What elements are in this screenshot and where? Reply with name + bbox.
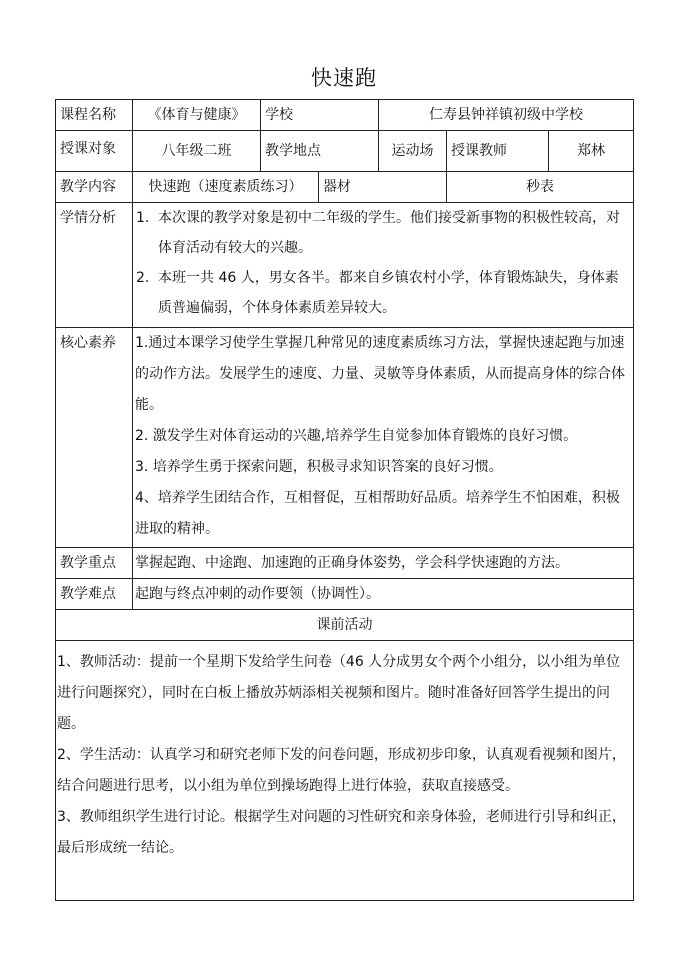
row-target <box>56 131 634 172</box>
analysis-item <box>136 203 629 263</box>
lesson-plan-table <box>55 99 634 901</box>
row-difficulty <box>56 579 634 610</box>
school-value: 仁寿县钟祥镇初级中学校 <box>379 100 634 131</box>
key-point-value: 掌握起跑、中途跑、加速跑的正确身体姿势，学会科学快速跑的方法。 <box>133 548 634 579</box>
content-value: 快速跑（速度素质练习） <box>133 172 319 203</box>
core-paragraph: 2. 激发学生对体育运动的兴趣,培养学生自觉参加体育锻炼的良好习惯。 <box>135 428 578 444</box>
row-analysis <box>56 203 634 328</box>
analysis-list <box>136 203 629 323</box>
analysis-item-number: 2. <box>136 270 150 286</box>
school-label: 学校 <box>261 100 379 131</box>
core-label: 核心素养 <box>56 328 133 548</box>
row-pre-class-heading <box>56 610 634 641</box>
equipment-label: 器材 <box>319 172 447 203</box>
row-pre-class-activities <box>56 641 634 901</box>
analysis-item-number: 1. <box>136 210 150 226</box>
place-label: 教学地点 <box>261 131 379 172</box>
analysis-item <box>136 263 629 323</box>
core-paragraph: 3. 培养学生勇于探索问题，积极寻求知识答案的良好习惯。 <box>135 459 503 475</box>
analysis-label: 学情分析 <box>56 203 133 328</box>
pre-class-cell <box>56 641 634 901</box>
pre-class-heading: 课前活动 <box>56 610 634 641</box>
analysis-item-text: 本班一共 46 人，男女各半。都来自乡镇农村小学，体育锻炼缺失，身体素质普遍偏弱，个体身体素质差异较大。 <box>158 270 619 316</box>
difficulty-value: 起跑与终点冲刺的动作要领（协调性）。 <box>133 579 634 610</box>
course-value: 《体育与健康》 <box>133 100 261 131</box>
document-title: 快速跑 <box>311 66 377 90</box>
row-course <box>56 100 634 131</box>
equipment-value: 秒表 <box>447 172 634 203</box>
analysis-item-text: 本次课的教学对象是初中二年级的学生。他们接受新事物的积极性较高，对体育活动有较大的兴趣。 <box>158 210 620 256</box>
teacher-label: 授课教师 <box>447 131 549 172</box>
core-cell <box>133 328 634 548</box>
core-paragraph: 4、培养学生团结合作，互相督促，互相帮助好品质。培养学生不怕困难，积极进取的精神。 <box>135 490 620 537</box>
target-label: 授课对象 <box>56 131 133 172</box>
difficulty-label: 教学难点 <box>56 579 133 610</box>
analysis-cell <box>133 203 634 328</box>
row-key-point <box>56 548 634 579</box>
pre-class-paragraph: 2、学生活动：认真学习和研究老师下发的问卷问题，形成初步印象，认真观看视频和图片，结合问题进行思考，以小组为单位到操场跑得上进行体验，获取直接感受。 <box>57 747 626 794</box>
pre-class-paragraph: 1、教师活动：提前一个星期下发给学生问卷（46 人分成男女个两个小组分，以小组为单位进行问题探究），同时在白板上播放苏炳添相关视频和图片。随时准备好回答学生提出的问题。 <box>57 654 621 732</box>
row-content <box>56 172 634 203</box>
row-core-literacy <box>56 328 634 548</box>
teacher-value: 郑林 <box>549 131 634 172</box>
key-point-label: 教学重点 <box>56 548 133 579</box>
core-paragraph: 1.通过本课学习使学生掌握几种常见的速度素质练习方法，掌握快速起跑与加速的动作方法。发展学生的速度、力量、灵敏等身体素质，从而提高身体的综合体能。 <box>135 335 625 413</box>
course-label: 课程名称 <box>56 100 133 131</box>
target-value: 八年级二班 <box>133 131 261 172</box>
place-value: 运动场 <box>379 131 447 172</box>
content-label: 教学内容 <box>56 172 133 203</box>
pre-class-paragraph: 3、教师组织学生进行讨论。根据学生对问题的习性研究和亲身体验，老师进行引导和纠正，最后形成统一结论。 <box>57 809 626 856</box>
